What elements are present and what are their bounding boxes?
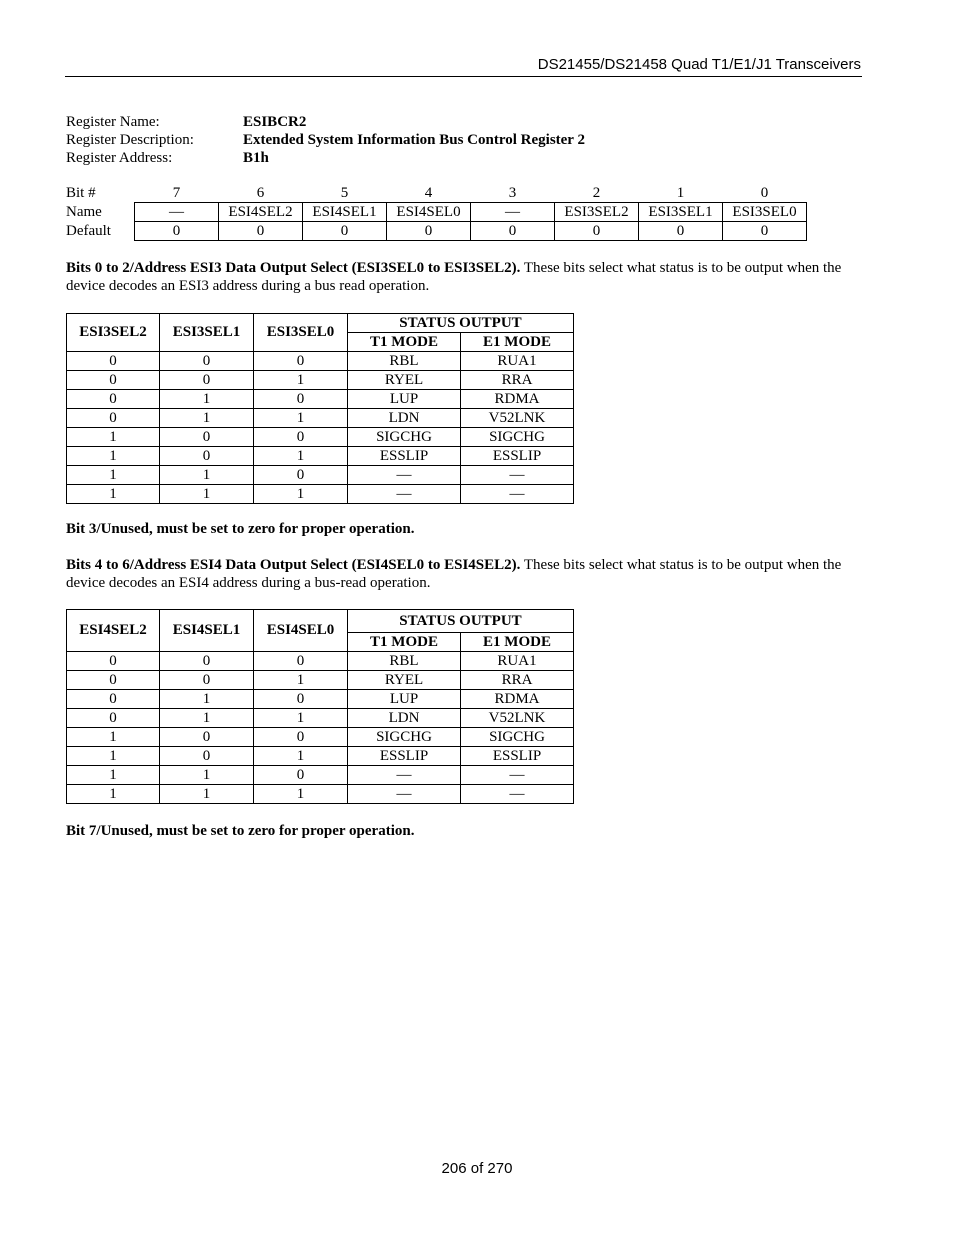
table-cell: SIGCHG [348,728,461,747]
bit-number-row [66,184,807,203]
table-cell: — [461,766,574,785]
esi4-select-heading: Bits 4 to 6/Address ESI4 Data Output Select (ESI4SEL0 to ESI4SEL2). [66,557,521,573]
bit-number: 4 [424,184,433,201]
table-cell: 0 [67,390,160,409]
column-header: ESI3SEL0 [254,314,348,352]
table-row [67,390,574,409]
register-info [66,113,585,167]
table-cell: 1 [67,466,160,485]
table-cell: 0 [160,371,254,390]
table-cell: — [348,466,461,485]
table-row [67,352,574,371]
table-cell: RBL [348,352,461,371]
table-cell: 1 [160,690,254,709]
register-name-label: Register Name: [66,114,160,130]
table-cell: 1 [254,409,348,428]
bit-name: — [471,203,555,222]
table-cell: — [348,785,461,804]
bit-name: — [135,203,219,222]
table-cell: 1 [254,671,348,690]
bit-number: 1 [676,184,685,201]
bit-default: 0 [723,222,807,241]
table-row [67,428,574,447]
table-row [67,690,574,709]
table-cell: SIGCHG [461,728,574,747]
t1-mode-header: T1 MODE [348,333,461,352]
table-cell: 1 [67,728,160,747]
table-cell: SIGCHG [348,428,461,447]
register-bit-map [66,184,807,241]
register-description-row [66,131,585,149]
bit-default: 0 [387,222,471,241]
table-cell: RBL [348,652,461,671]
table-cell: 0 [254,728,348,747]
table-cell: 1 [254,785,348,804]
table-cell: 0 [67,709,160,728]
table-row [67,409,574,428]
bit7-unused-note: Bit 7/Unused, must be set to zero for proper operation. [66,823,415,839]
table-cell: 0 [160,447,254,466]
bit3-unused-note: Bit 3/Unused, must be set to zero for proper operation. [66,521,415,537]
bit-default: 0 [639,222,723,241]
bit-default: 0 [219,222,303,241]
table-row [67,371,574,390]
table-cell: RRA [461,371,574,390]
table-cell: 0 [160,428,254,447]
column-header: ESI4SEL0 [254,610,348,652]
table-cell: ESSLIP [461,447,574,466]
table-cell: 1 [67,447,160,466]
table-row [67,466,574,485]
document-header-title: DS21455/DS21458 Quad T1/E1/J1 Transceivers [537,56,861,73]
bit-number: 6 [256,184,265,201]
bit-default-label: Default [66,222,111,239]
page-number: 206 of 270 [441,1160,513,1177]
table-cell: 0 [254,652,348,671]
e1-mode-header: E1 MODE [461,633,574,652]
esi3-select-description [66,259,856,295]
table-cell: 0 [67,352,160,371]
bit-name: ESI4SEL2 [219,203,303,222]
table-cell: 0 [254,352,348,371]
table-cell: RYEL [348,371,461,390]
table-cell: 0 [160,352,254,371]
table-cell: 1 [67,785,160,804]
table-cell: 1 [160,709,254,728]
bit-name-label: Name [66,203,102,220]
esi3-select-heading: Bits 0 to 2/Address ESI3 Data Output Select (ESI3SEL0 to ESI3SEL2). [66,260,521,276]
table-cell: 0 [254,766,348,785]
esi4-select-text: These bits select what status is to be output when the device decodes an ESI4 address during a bus-read operation. [66,557,842,591]
column-header: ESI3SEL2 [67,314,160,352]
bit-default-row [66,222,807,241]
bit-default: 0 [471,222,555,241]
table-row [67,709,574,728]
bit-name: ESI3SEL2 [555,203,639,222]
table-cell: LDN [348,409,461,428]
table-row [67,485,574,504]
register-address-label: Register Address: [66,150,173,166]
table-cell: 1 [160,485,254,504]
table-row [67,747,574,766]
register-description-value: Extended System Information Bus Control Register 2 [243,132,585,148]
table-cell: 1 [160,409,254,428]
table-cell: 1 [67,747,160,766]
bit-default: 0 [555,222,639,241]
table-cell: 0 [67,690,160,709]
table-cell: 0 [254,466,348,485]
t1-mode-header: T1 MODE [348,633,461,652]
table-cell: — [348,766,461,785]
bit-name-row [66,203,807,222]
table-cell: 1 [67,428,160,447]
bit-number: 2 [592,184,601,201]
register-description-label: Register Description: [66,132,194,148]
table-cell: RUA1 [461,652,574,671]
table-cell: 1 [67,485,160,504]
table-cell: LUP [348,390,461,409]
register-address-value: B1h [243,150,269,166]
table-cell: — [461,485,574,504]
table-cell: 1 [160,390,254,409]
table-cell: RDMA [461,690,574,709]
table-row [67,671,574,690]
table-cell: 0 [67,652,160,671]
table-cell: 0 [67,409,160,428]
column-header: ESI4SEL2 [67,610,160,652]
table-cell: SIGCHG [461,428,574,447]
table-row [67,785,574,804]
table-cell: 1 [254,371,348,390]
table-cell: RUA1 [461,352,574,371]
table-cell: ESSLIP [348,747,461,766]
table-cell: 1 [160,766,254,785]
table-cell: RDMA [461,390,574,409]
table-row [67,447,574,466]
table-cell: 0 [254,390,348,409]
esi4-select-description [66,556,856,592]
bit-number: 7 [172,184,181,201]
table-cell: 0 [160,652,254,671]
table-cell: 0 [254,428,348,447]
table-cell: 1 [254,485,348,504]
table-cell: ESSLIP [348,447,461,466]
table-header-row [67,610,574,633]
table-cell: 1 [254,447,348,466]
status-output-header: STATUS OUTPUT [348,610,574,633]
column-header: ESI4SEL1 [160,610,254,652]
status-output-header: STATUS OUTPUT [348,314,574,333]
table-cell: — [461,785,574,804]
register-name-value: ESIBCR2 [243,114,307,130]
table-cell: RYEL [348,671,461,690]
table-cell: 0 [67,371,160,390]
table-cell: 0 [160,747,254,766]
table-row [67,652,574,671]
bit-name: ESI3SEL1 [639,203,723,222]
esi4-select-table [66,609,574,804]
bit-number: 3 [508,184,517,201]
bit-name: ESI4SEL1 [303,203,387,222]
table-cell: 1 [160,466,254,485]
table-cell: 1 [254,709,348,728]
bit-number-label: Bit # [66,184,96,201]
header-divider [65,76,862,77]
register-address-row [66,149,585,167]
table-cell: LDN [348,709,461,728]
table-cell: 0 [160,671,254,690]
table-cell: — [348,485,461,504]
esi3-select-text: These bits select what status is to be output when the device decodes an ESI3 address during a bus read operation. [66,260,842,294]
bit-default: 0 [303,222,387,241]
bit-default: 0 [135,222,219,241]
table-cell: LUP [348,690,461,709]
table-cell: — [461,466,574,485]
table-cell: 1 [67,766,160,785]
bit-number: 0 [760,184,769,201]
register-name-row [66,113,585,131]
table-cell: 1 [160,785,254,804]
bit-name: ESI3SEL0 [723,203,807,222]
column-header: ESI3SEL1 [160,314,254,352]
table-row [67,728,574,747]
table-cell: 0 [254,690,348,709]
table-row [67,766,574,785]
table-cell: ESSLIP [461,747,574,766]
esi3-select-table [66,313,574,504]
bit-name: ESI4SEL0 [387,203,471,222]
table-cell: 0 [160,728,254,747]
bit-number: 5 [340,184,349,201]
table-cell: RRA [461,671,574,690]
table-cell: V52LNK [461,709,574,728]
table-header-row [67,314,574,333]
table-cell: V52LNK [461,409,574,428]
e1-mode-header: E1 MODE [461,333,574,352]
table-cell: 0 [67,671,160,690]
table-cell: 1 [254,747,348,766]
